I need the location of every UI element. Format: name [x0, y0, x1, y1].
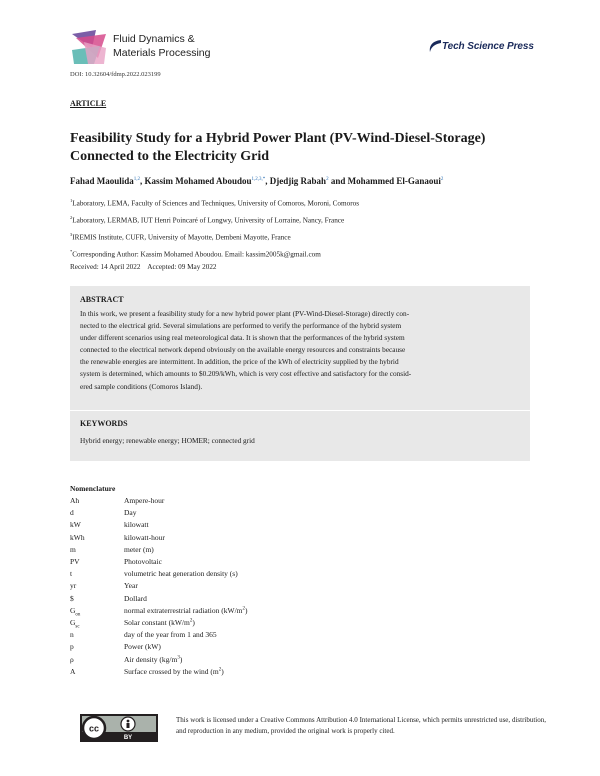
nomenclature-symbol — [70, 569, 72, 578]
nomenclature-symbol — [70, 496, 79, 505]
abstract-text — [80, 308, 520, 393]
nomenclature-symbol-main: G — [70, 618, 76, 627]
nomenclature-definition — [124, 533, 165, 542]
nomenclature-symbol-subscript: on — [75, 612, 81, 618]
nomenclature-definition-text: Surface crossed by the wind (m — [124, 666, 219, 676]
author-separator: and — [328, 176, 348, 186]
author-separator: , — [265, 176, 270, 186]
nomenclature-row — [70, 569, 470, 582]
keywords-heading: KEYWORDS — [80, 419, 128, 428]
nomenclature-symbol — [70, 642, 74, 651]
nomenclature-heading: Nomenclature — [70, 484, 116, 493]
nomenclature-row — [70, 642, 470, 655]
abstract-line: In this work, we present a feasibility study for a new hybrid power plant (PV-Wind-Diesel-Storage) directly con- — [80, 309, 410, 318]
nomenclature-symbol — [70, 594, 74, 603]
nomenclature-symbol — [70, 655, 74, 664]
author-affiliation-marker[interactable]: 1,2 — [133, 177, 141, 182]
nomenclature-symbol-main: Ah — [70, 496, 80, 505]
nomenclature-symbol — [70, 606, 80, 618]
publisher-name: Tech Science Press — [442, 40, 534, 52]
nomenclature-definition-superscript: 2 — [242, 606, 245, 612]
nomenclature-definition — [124, 496, 164, 505]
nomenclature-definition-superscript: 3 — [177, 655, 180, 661]
nomenclature-symbol-main: kWh — [70, 532, 85, 542]
nomenclature-definition-text: kilowatt — [124, 520, 149, 530]
nomenclature-definition — [124, 594, 147, 603]
author-list — [70, 176, 550, 186]
nomenclature-row — [70, 520, 470, 533]
keywords-text: Hybrid energy; renewable energy; HOMER; connected grid — [80, 436, 255, 445]
abstract-line: under different scenarios using real meteorological data. It is shown that the performances of the hybrid system — [80, 333, 405, 343]
keywords-box — [70, 411, 530, 461]
nomenclature-symbol-main: m — [70, 544, 76, 554]
nomenclature-definition-tail: ) — [221, 666, 224, 676]
nomenclature-symbol-main: ρ — [70, 654, 74, 664]
abstract-line: system is determined, which amounts to $0.209/kWh, which is very cost effective and satisfactory for the consid- — [80, 369, 412, 379]
affiliation-3-text: IREMIS Institute, CUFR, University of Mayotte, Dembeni Mayotte, France — [72, 233, 291, 242]
svg-text:cc: cc — [88, 723, 100, 734]
nomenclature-definition — [124, 655, 182, 664]
nomenclature-definition — [124, 557, 162, 566]
journal-name-line1: Fluid Dynamics & — [113, 33, 195, 45]
nomenclature-symbol — [70, 533, 85, 542]
nomenclature-definition-text: meter (m) — [124, 544, 154, 554]
nomenclature-definition — [124, 618, 195, 627]
nomenclature-definition-tail: ) — [192, 618, 195, 627]
publisher-logo — [428, 38, 534, 54]
nomenclature-definition-text: Day — [124, 508, 137, 518]
nomenclature-row — [70, 606, 470, 619]
publisher-swoosh-icon — [428, 38, 442, 54]
nomenclature-row — [70, 655, 470, 668]
affiliation-2 — [70, 215, 344, 224]
section-label: ARTICLE — [70, 99, 107, 108]
nomenclature-symbol-main: kW — [70, 520, 81, 530]
nomenclature-row — [70, 581, 470, 594]
nomenclature-symbol — [70, 545, 76, 554]
nomenclature-row — [70, 533, 470, 546]
nomenclature-row — [70, 496, 470, 509]
affiliation-1 — [70, 198, 359, 207]
cc-by-label: BY — [123, 735, 133, 741]
abstract-line: nected to the electrical grid. Several simulations are performed to verify the performance of the hybrid system — [80, 321, 402, 331]
nomenclature-row — [70, 667, 470, 680]
affiliation-2-text: Laboratory, LERMAB, IUT Henri Poincaré of Longwy, University of Lorraine, Nancy, France — [72, 216, 345, 225]
license-line: This work is licensed under a Creative Commons Attribution 4.0 International License, which — [176, 716, 440, 724]
nomenclature-symbol-main: yr — [70, 581, 77, 591]
author-separator: , — [140, 176, 145, 186]
corresponding-author — [70, 249, 321, 258]
nomenclature-symbol — [70, 520, 81, 529]
nomenclature-row — [70, 630, 470, 643]
abstract-line: ered sample conditions (Comoros Island). — [80, 381, 203, 391]
nomenclature-definition-text: Solar constant (kW/m — [124, 618, 190, 627]
license-line: permits unrestricted use, distribution, and reproduction in any medium, provided the original — [176, 716, 546, 735]
author-name: Mohammed El-Ganaoui — [347, 176, 441, 186]
author-affiliation-marker[interactable]: 2 — [326, 177, 329, 182]
nomenclature-symbol-main: A — [70, 666, 76, 676]
affiliation-1-text: Laboratory, LEMA, Faculty of Sciences and Techniques, University of Comoros, Moroni, Comoros — [72, 199, 359, 208]
nomenclature-row — [70, 594, 470, 607]
nomenclature-symbol — [70, 557, 80, 566]
affiliation-2-marker: 2 — [70, 215, 73, 220]
nomenclature-symbol — [70, 618, 80, 630]
corresponding-author-text: Corresponding Author: Kassim Mohamed Aboudou. Email: kassim2005k@gmail.com — [72, 250, 321, 259]
affiliation-1-marker: 1 — [70, 198, 73, 203]
author-name: Djedjig Rabah — [269, 176, 327, 186]
nomenclature-definition-text: day of the year from 1 and 365 — [124, 630, 217, 640]
author-affiliation-marker[interactable]: 2 — [440, 177, 444, 182]
nomenclature-symbol-main: n — [70, 630, 74, 640]
nomenclature-symbol — [70, 581, 76, 590]
author-name: Fahad Maoulida — [70, 176, 134, 186]
nomenclature-definition-tail: ) — [179, 654, 183, 664]
nomenclature-symbol-main: t — [70, 569, 73, 579]
nomenclature-symbol-subscript: sc — [75, 624, 80, 630]
license-line: work is properly cited. — [331, 727, 395, 735]
nomenclature-symbol-main: p — [70, 642, 74, 652]
affiliation-3 — [70, 232, 291, 241]
nomenclature-definition — [124, 569, 238, 578]
creative-commons-icon — [80, 714, 158, 742]
nomenclature-definition-text: Ampere-hour — [124, 496, 165, 505]
nomenclature-symbol-main: G — [70, 605, 76, 615]
nomenclature-definition-text: Power (kW) — [124, 642, 161, 652]
abstract-box — [70, 286, 530, 410]
nomenclature-definition-text: Year — [124, 581, 138, 591]
nomenclature-symbol-main: PV — [70, 557, 80, 566]
nomenclature-symbol — [70, 630, 74, 639]
doi: DOI: 10.32604/fdmp.2022.023199 — [70, 71, 161, 78]
abstract-heading: ABSTRACT — [80, 295, 124, 304]
abstract-line: the renewable energies are intermittent. In addition, the price of the kWh of electricity supplied by the hybrid — [80, 357, 399, 367]
nomenclature-definition-text: volumetric heat generation density (s) — [124, 569, 238, 579]
journal-name-line2: Materials Processing — [113, 47, 211, 59]
nomenclature-definition — [124, 667, 224, 676]
nomenclature-row — [70, 545, 470, 558]
nomenclature-definition — [124, 508, 137, 517]
nomenclature-definition-text: kilowatt-hour — [124, 532, 165, 542]
nomenclature-definition-tail: ) — [245, 605, 248, 615]
author-name: Kassim Mohamed Aboudou — [144, 176, 252, 186]
corresponding-author-marker: * — [70, 249, 73, 254]
nomenclature-row — [70, 557, 470, 570]
nomenclature-definition — [124, 606, 248, 615]
nomenclature-definition-text: Photovoltaic — [124, 557, 162, 566]
journal-logo-icon — [70, 28, 108, 66]
nomenclature-symbol — [70, 508, 74, 517]
nomenclature-symbol-main: $ — [70, 593, 74, 603]
nomenclature-definition-superscript: 2 — [189, 618, 193, 624]
license-text — [176, 715, 546, 737]
nomenclature-definition-text: normal extraterrestrial radiation (kW/m — [124, 605, 243, 615]
nomenclature-definition — [124, 581, 138, 590]
received-accepted-dates: Received: 14 April 2022 Accepted: 09 May 2022 — [70, 263, 217, 271]
nomenclature-row — [70, 618, 470, 631]
nomenclature-definition-superscript: 2 — [218, 667, 222, 673]
nomenclature-symbol-main: d — [70, 508, 74, 518]
nomenclature-definition — [124, 545, 154, 554]
nomenclature-symbol — [70, 667, 75, 676]
nomenclature-definition — [124, 642, 161, 651]
abstract-line: connected to the electrical network depend obviously on the available energy resources and constraints because — [80, 345, 406, 355]
nomenclature-definition — [124, 630, 217, 639]
nomenclature-definition-text: Air density (kg/m — [124, 654, 178, 664]
journal-name — [113, 32, 210, 60]
nomenclature-definition — [124, 520, 149, 529]
affiliation-3-marker: 3 — [70, 232, 73, 237]
paper-title: Feasibility Study for a Hybrid Power Plant (PV-Wind-Diesel-Storage) Connected to the Electricity Grid — [70, 131, 486, 164]
nomenclature-row — [70, 508, 470, 521]
author-affiliation-marker[interactable]: 1,2,3,* — [251, 177, 266, 182]
nomenclature-definition-text: Dollard — [124, 593, 147, 603]
